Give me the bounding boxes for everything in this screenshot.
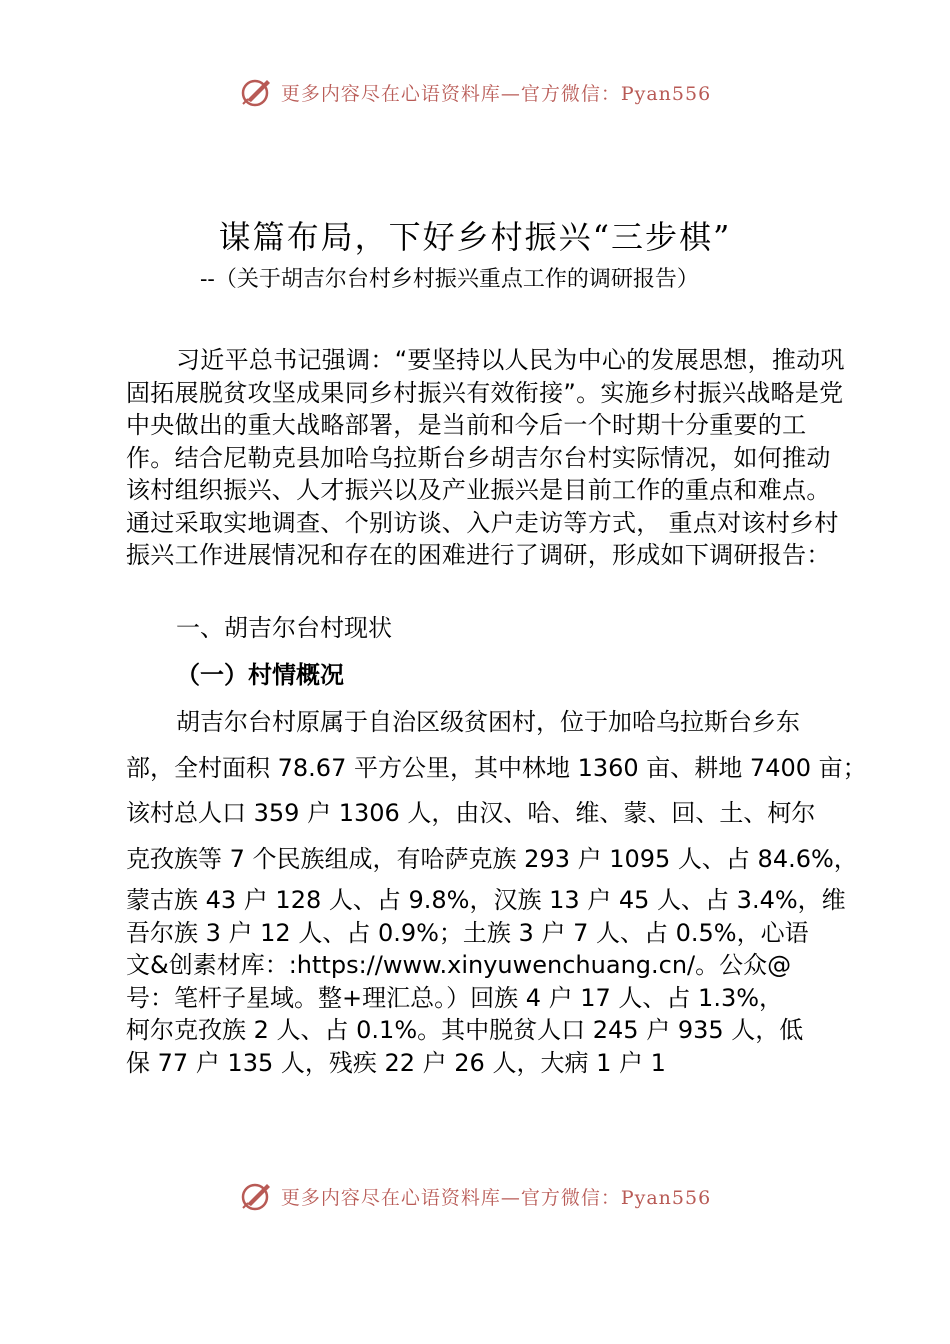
village-overview-paragraph bbox=[126, 700, 867, 882]
paragraph-line: 号：笔杆子星域。整+理汇总。）回族 4 户 17 人、占 1.3%， bbox=[126, 983, 784, 1012]
banner-text: 更多内容尽在心语资料库—官方微信：Pyan556 bbox=[280, 82, 712, 105]
paragraph-line: 吾尔族 3 户 12 人、占 0.9%；土族 3 户 7 人、占 0.5%，心语 bbox=[126, 918, 809, 947]
paragraph-line: 文&创素材库：:https://www.xinyuwenchuang.cn/。公众@ bbox=[126, 951, 792, 979]
intro-paragraph: 习近平总书记强调：“要坚持以人民为中心的发展思想，推动巩固拓展脱贫攻坚成果同乡村振兴有效衔接”。实施乡村振兴战略是党中央做出的重大战略部署，是当前和今后一个时期十分重要的工作。结合尼勒克县加哈乌拉斯台乡胡吉尔台村实际情况，如何推动该村组织振兴、人才振兴以及产业振兴是目前工作的重点和难点。通过采取实地调查、个别访谈、入户走访等方式， 重点对该村乡村振兴工作进展情况和存在的困难进行了调研，形成如下调研报告： bbox=[126, 346, 845, 569]
quill-logo-icon bbox=[239, 74, 275, 110]
banner-text: 更多内容尽在心语资料库—官方微信：Pyan556 bbox=[280, 1186, 712, 1209]
paragraph-line: 该村总人口 359 户 1306 人，由汉、哈、维、蒙、回、土、柯尔 bbox=[126, 799, 816, 827]
paragraph-line: 保 77 户 135 人，残疾 22 户 26 人，大病 1 户 1 bbox=[126, 1048, 666, 1077]
paragraph-line: 部，全村面积 78.67 平方公里，其中林地 1360 亩、耕地 7400 亩； bbox=[126, 753, 867, 782]
paragraph-line: 克孜族等 7 个民族组成，有哈萨克族 293 户 1095 人、占 84.6%， bbox=[126, 844, 858, 873]
quill-logo-icon bbox=[239, 1178, 275, 1214]
paragraph-line: 胡吉尔台村原属于自治区级贫困村，位于加哈乌拉斯台乡东 bbox=[176, 708, 800, 736]
footer-banner bbox=[0, 1176, 950, 1216]
paragraph-line: 柯尔克孜族 2 人、占 0.1%。其中脱贫人口 245 户 935 人，低 bbox=[126, 1016, 804, 1044]
header-banner bbox=[0, 72, 950, 112]
paragraph-line: 蒙古族 43 户 128 人、占 9.8%，汉族 13 户 45 人、占 3.4%，维 bbox=[126, 886, 846, 914]
section-heading: 一、胡吉尔台村现状 bbox=[176, 614, 392, 642]
page-title: 谋篇布局，下好乡村振兴“三步棋” bbox=[218, 218, 732, 256]
population-paragraph bbox=[126, 884, 846, 1079]
page-subtitle: --（关于胡吉尔台村乡村振兴重点工作的调研报告） bbox=[200, 267, 699, 292]
subsection-heading: （一）村情概况 bbox=[176, 661, 344, 689]
